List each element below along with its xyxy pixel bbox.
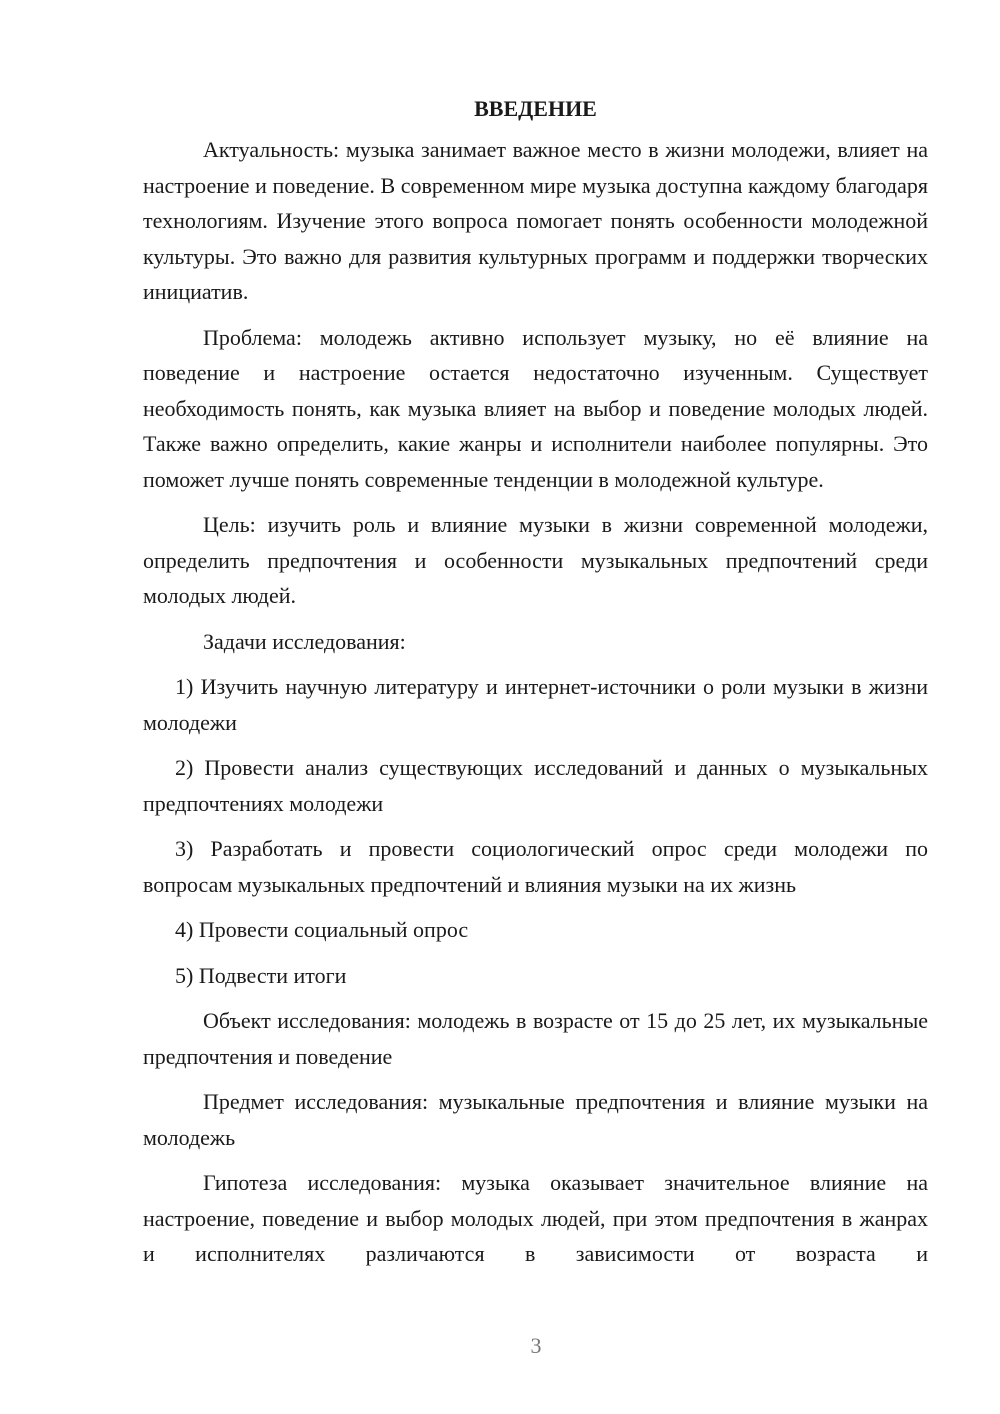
goal-paragraph: Цель: изучить роль и влияние музыки в жизни современной молодежи, определить предпочтения и особенности музыкальных предпочтений среди молодых людей.: [143, 512, 928, 608]
hypothesis-paragraph: Гипотеза исследования: музыка оказывает значительное влияние на настроение, поведение и выбор молодых людей, при этом предпочтения в жанрах и исполнителях различаются в зависимости от возраста и: [143, 1170, 928, 1266]
object-paragraph: Объект исследования: молодежь в возрасте от 15 до 25 лет, их музыкальные предпочтения и поведение: [143, 1008, 928, 1069]
task-item-5: 5) Подвести итоги: [175, 962, 347, 988]
task-item-1: 1) Изучить научную литературу и интернет-источники о роли музыки в жизни молодежи: [143, 674, 928, 735]
page-number: 3: [530, 1333, 542, 1358]
document-page: [143, 94, 928, 1272]
task-item-2: 2) Провести анализ существующих исследований и данных о музыкальных предпочтениях молодежи: [143, 755, 928, 816]
subject-paragraph: Предмет исследования: музыкальные предпочтения и влияние музыки на молодежь: [143, 1089, 928, 1150]
problem-paragraph: Проблема: молодежь активно использует музыку, но её влияние на поведение и настроение остается недостаточно изученным. Существует необходимость понять, как музыка влияет на выбор и поведение молодых людей. Также важно определить, какие жанры и исполнители наиболее популярны. Это поможет лучше понять современные тенденции в молодежной культуре.: [143, 324, 928, 492]
task-item-3: 3) Разработать и провести социологический опрос среди молодежи по вопросам музыкальных предпочтений и влияния музыки на их жизнь: [143, 836, 928, 897]
tasks-heading: Задачи исследования:: [203, 628, 406, 654]
relevance-paragraph: Актуальность: музыка занимает важное место в жизни молодежи, влияет на настроение и поведение. В современном мире музыка доступна каждому благодаря технологиям. Изучение этого вопроса помогает понять особенности молодежной культуры. Это важно для развития культурных программ и поддержки творческих инициатив.: [143, 137, 928, 304]
task-item-4: 4) Провести социальный опрос: [175, 917, 469, 942]
section-title: ВВЕДЕНИЕ: [474, 96, 597, 121]
